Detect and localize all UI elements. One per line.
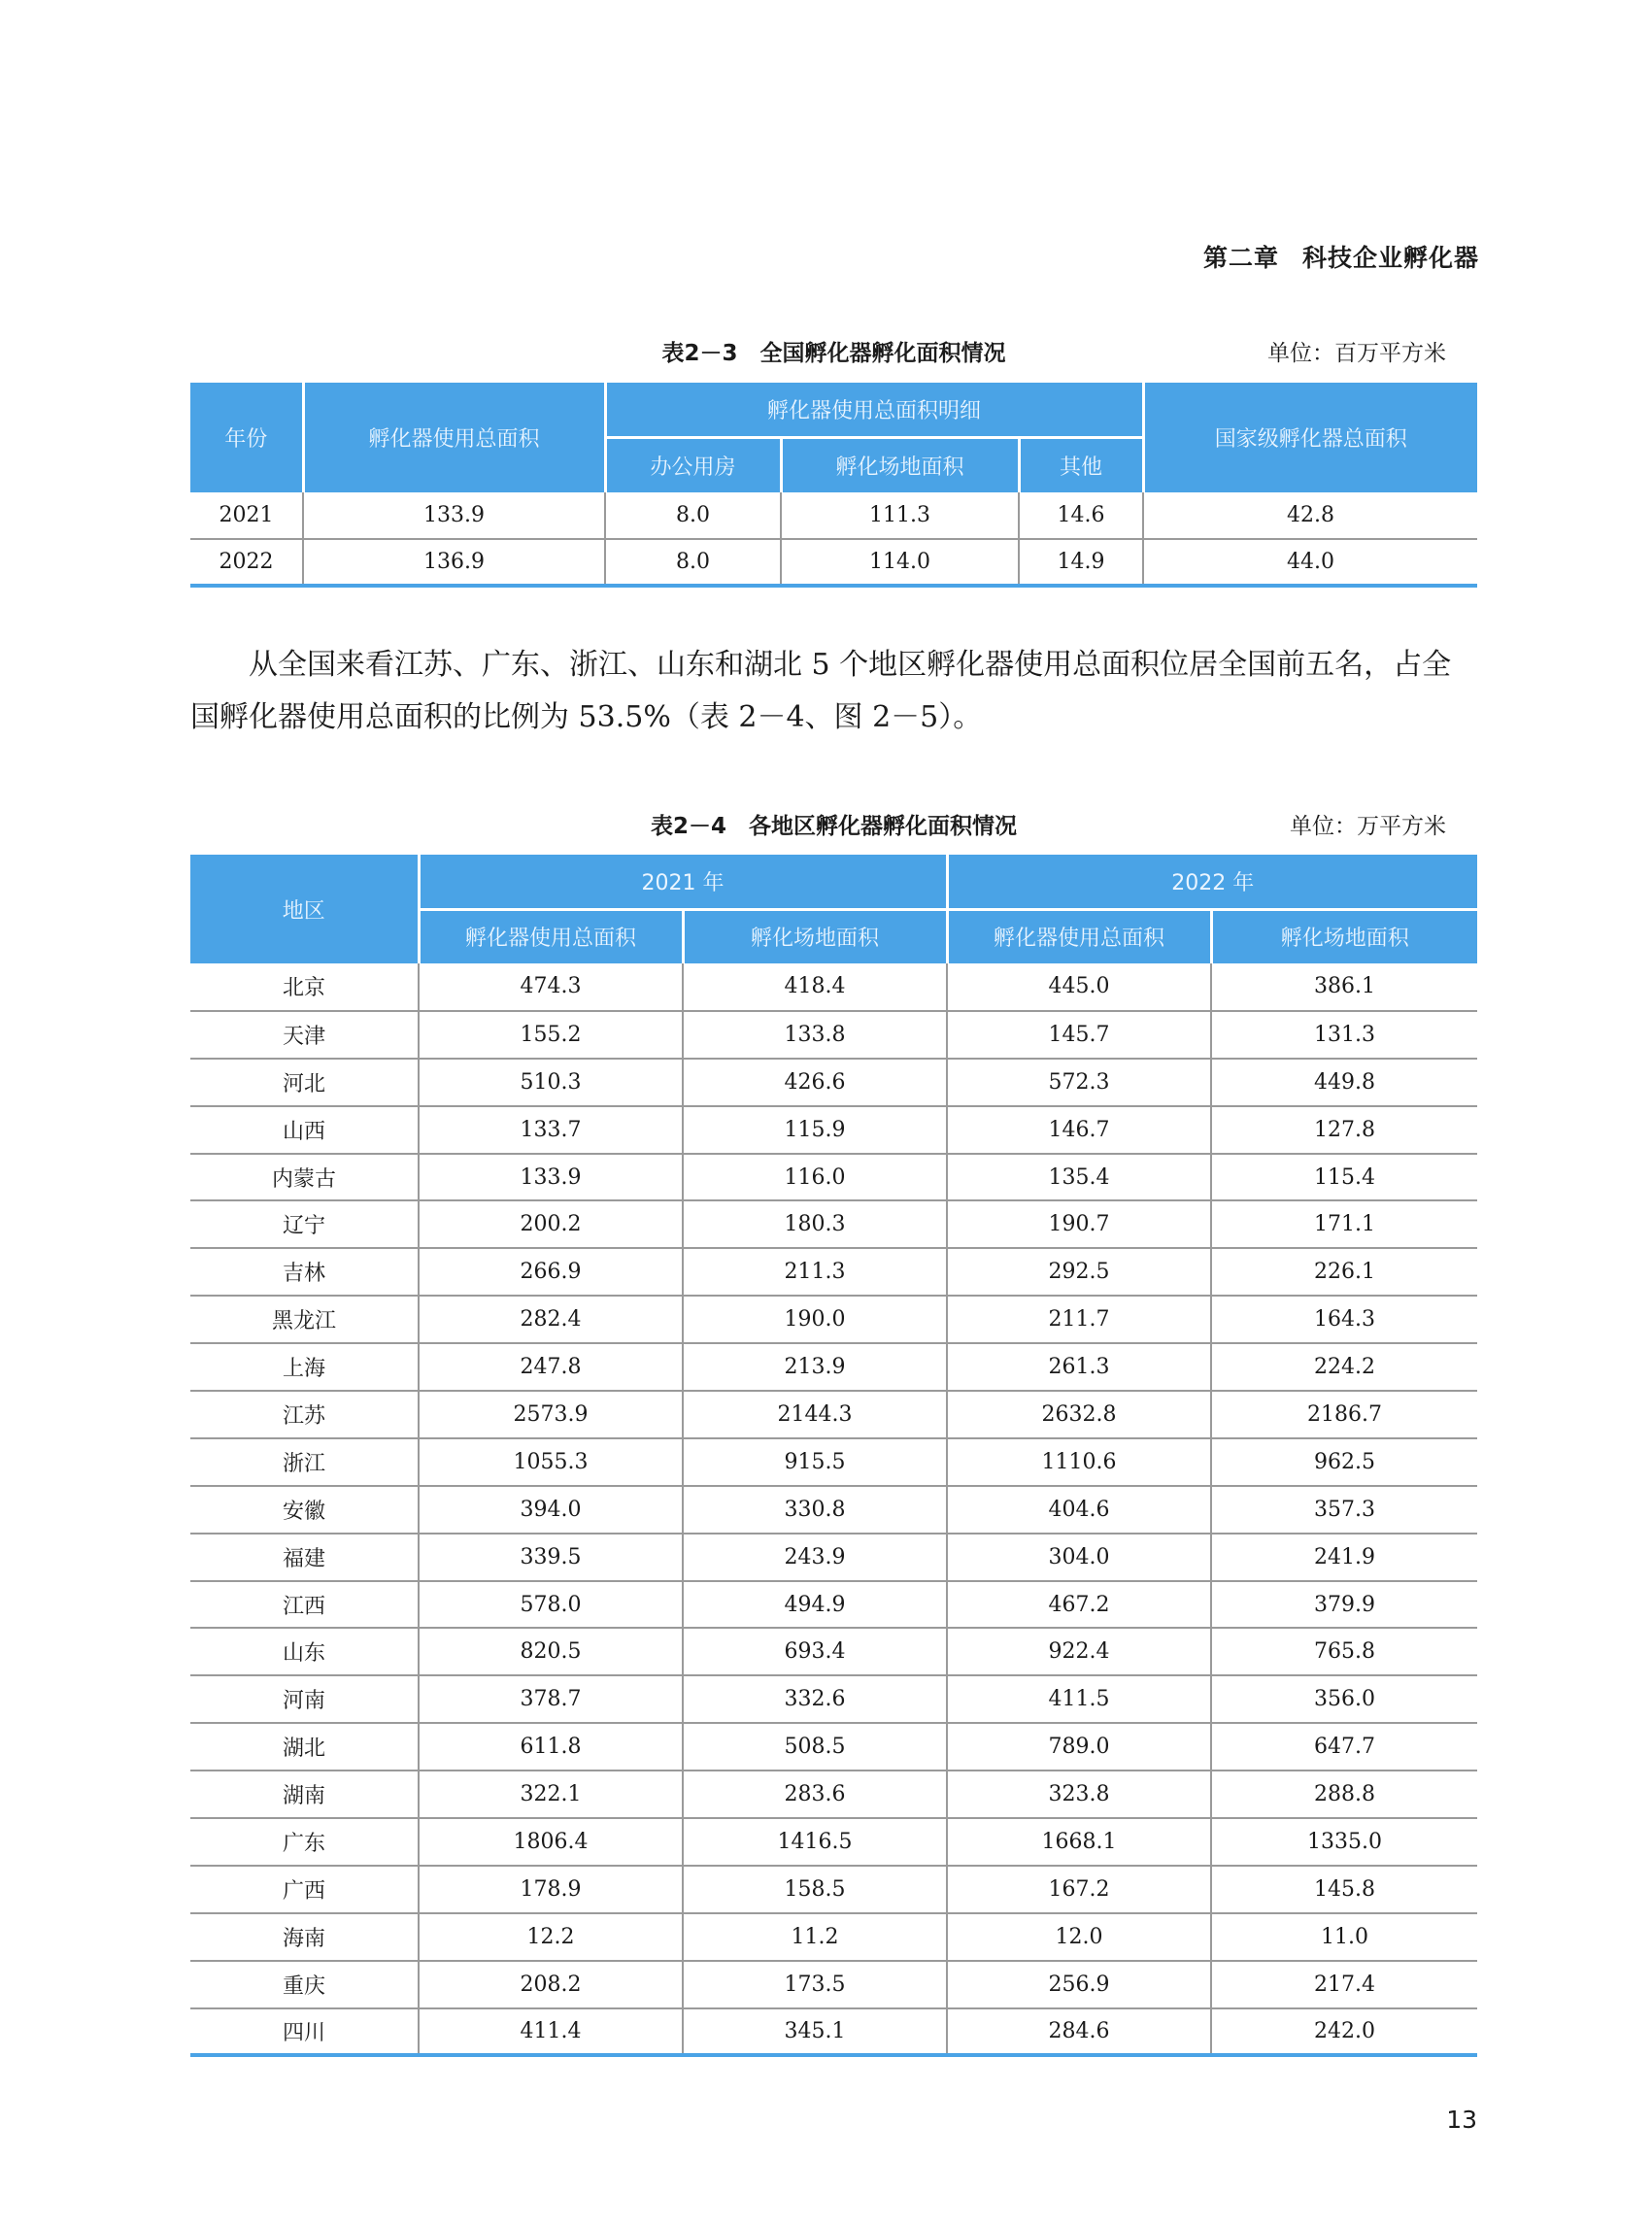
table2 — [190, 855, 1477, 2057]
table-cell: 323.8 — [947, 1771, 1211, 1818]
table-cell: 133.9 — [419, 1154, 683, 1201]
table-cell: 131.3 — [1211, 1011, 1477, 1059]
table-cell: 332.6 — [683, 1675, 947, 1723]
table-row — [190, 1343, 1477, 1391]
table-cell: 304.0 — [947, 1534, 1211, 1581]
table-cell: 426.6 — [683, 1059, 947, 1106]
table1-body — [190, 492, 1477, 586]
page-number: 13 — [1446, 2106, 1477, 2134]
table-row — [190, 1866, 1477, 1913]
table-cell: 190.7 — [947, 1200, 1211, 1248]
table-cell: 1806.4 — [419, 1818, 683, 1866]
table-cell: 145.7 — [947, 1011, 1211, 1059]
table2-header-2022: 2022 年 — [947, 855, 1477, 909]
table-cell: 2186.7 — [1211, 1391, 1477, 1438]
table2-header-region: 地区 — [190, 855, 419, 963]
table-cell: 42.8 — [1143, 492, 1477, 539]
table-cell: 湖南 — [190, 1771, 419, 1818]
table-cell: 693.4 — [683, 1628, 947, 1675]
table-cell: 133.7 — [419, 1106, 683, 1154]
table-row — [190, 1438, 1477, 1486]
table-cell: 411.5 — [947, 1675, 1211, 1723]
table2-header-site-2021: 孵化场地面积 — [683, 909, 947, 963]
table-cell: 330.8 — [683, 1486, 947, 1534]
table-cell: 8.0 — [605, 492, 781, 539]
table-row — [190, 1675, 1477, 1723]
table-cell: 765.8 — [1211, 1628, 1477, 1675]
table-cell: 292.5 — [947, 1248, 1211, 1296]
table-cell: 黑龙江 — [190, 1296, 419, 1343]
table-cell: 282.4 — [419, 1296, 683, 1343]
table-cell: 356.0 — [1211, 1675, 1477, 1723]
table1-header-site: 孵化场地面积 — [781, 437, 1019, 492]
table-row — [190, 1818, 1477, 1866]
table-cell: 379.9 — [1211, 1581, 1477, 1629]
table-cell: 211.3 — [683, 1248, 947, 1296]
table-cell: 四川 — [190, 2008, 419, 2056]
table-row — [190, 963, 1477, 1011]
table-cell: 322.1 — [419, 1771, 683, 1818]
table1-title: 表2－3 全国孵化器孵化面积情况 — [661, 341, 1006, 366]
table-row — [190, 1628, 1477, 1675]
table-cell: 243.9 — [683, 1534, 947, 1581]
section-label: 科技企业孵化器 — [1301, 244, 1479, 272]
table-cell: 508.5 — [683, 1723, 947, 1771]
table-cell: 14.9 — [1019, 539, 1143, 586]
table-cell: 789.0 — [947, 1723, 1211, 1771]
table-cell: 164.3 — [1211, 1296, 1477, 1343]
table-cell: 136.9 — [303, 539, 605, 586]
table-cell: 418.4 — [683, 963, 947, 1011]
table2-title: 表2－4 各地区孵化器孵化面积情况 — [650, 814, 1017, 839]
table-row — [190, 1723, 1477, 1771]
table-cell: 167.2 — [947, 1866, 1211, 1913]
table-cell: 133.8 — [683, 1011, 947, 1059]
table-cell: 242.0 — [1211, 2008, 1477, 2056]
running-header — [1203, 239, 1479, 274]
table-row — [190, 1296, 1477, 1343]
table-cell: 158.5 — [683, 1866, 947, 1913]
table-cell: 12.2 — [419, 1913, 683, 1961]
table-cell: 江西 — [190, 1581, 419, 1629]
table-cell: 173.5 — [683, 1961, 947, 2008]
table-cell: 山西 — [190, 1106, 419, 1154]
table-cell: 411.4 — [419, 2008, 683, 2056]
table1-header-year: 年份 — [190, 383, 303, 492]
table-cell: 288.8 — [1211, 1771, 1477, 1818]
table-cell: 111.3 — [781, 492, 1019, 539]
table-cell: 474.3 — [419, 963, 683, 1011]
table-cell: 578.0 — [419, 1581, 683, 1629]
table-cell: 510.3 — [419, 1059, 683, 1106]
table-cell: 190.0 — [683, 1296, 947, 1343]
table-cell: 200.2 — [419, 1200, 683, 1248]
table-cell: 224.2 — [1211, 1343, 1477, 1391]
table-cell: 915.5 — [683, 1438, 947, 1486]
table2-header-total-2022: 孵化器使用总面积 — [947, 909, 1211, 963]
table-cell: 494.9 — [683, 1581, 947, 1629]
table-cell: 284.6 — [947, 2008, 1211, 2056]
table-row — [190, 2008, 1477, 2056]
table-cell: 天津 — [190, 1011, 419, 1059]
table-cell: 127.8 — [1211, 1106, 1477, 1154]
table-cell: 1055.3 — [419, 1438, 683, 1486]
table-row — [190, 492, 1477, 539]
table-row — [190, 1200, 1477, 1248]
table-row — [190, 1771, 1477, 1818]
table-cell: 155.2 — [419, 1011, 683, 1059]
table-cell: 962.5 — [1211, 1438, 1477, 1486]
paragraph-line-2: 国孵化器使用总面积的比例为 53.5%（表 2－4、图 2－5）。 — [190, 700, 983, 734]
table2-header-total-2021: 孵化器使用总面积 — [419, 909, 683, 963]
table2-body — [190, 963, 1477, 2055]
table-row — [190, 1534, 1477, 1581]
table-row — [190, 1106, 1477, 1154]
table-cell: 226.1 — [1211, 1248, 1477, 1296]
table-cell: 345.1 — [683, 2008, 947, 2056]
table-cell: 339.5 — [419, 1534, 683, 1581]
table-cell: 283.6 — [683, 1771, 947, 1818]
table-cell: 1110.6 — [947, 1438, 1211, 1486]
table-cell: 404.6 — [947, 1486, 1211, 1534]
table-cell: 44.0 — [1143, 539, 1477, 586]
table1-header-total: 孵化器使用总面积 — [303, 383, 605, 492]
table2-caption — [190, 808, 1477, 843]
table-cell: 广西 — [190, 1866, 419, 1913]
table-row — [190, 1581, 1477, 1629]
table-cell: 12.0 — [947, 1913, 1211, 1961]
table-cell: 2021 — [190, 492, 303, 539]
table-cell: 11.2 — [683, 1913, 947, 1961]
table-cell: 2573.9 — [419, 1391, 683, 1438]
table-cell: 145.8 — [1211, 1866, 1477, 1913]
table-cell: 133.9 — [303, 492, 605, 539]
table-cell: 211.7 — [947, 1296, 1211, 1343]
table-cell: 357.3 — [1211, 1486, 1477, 1534]
table-cell: 江苏 — [190, 1391, 419, 1438]
table-cell: 266.9 — [419, 1248, 683, 1296]
table-cell: 378.7 — [419, 1675, 683, 1723]
table1-unit: 单位：百万平方米 — [1267, 341, 1446, 366]
table2-unit: 单位：万平方米 — [1290, 814, 1446, 839]
table-cell: 北京 — [190, 963, 419, 1011]
table2-header-site-2022: 孵化场地面积 — [1211, 909, 1477, 963]
table-cell: 247.8 — [419, 1343, 683, 1391]
chapter-label: 第二章 — [1202, 244, 1279, 272]
table-cell: 1335.0 — [1211, 1818, 1477, 1866]
table-row — [190, 1248, 1477, 1296]
table-row — [190, 1011, 1477, 1059]
table-row — [190, 1961, 1477, 2008]
table-cell: 2144.3 — [683, 1391, 947, 1438]
table1-header-national: 国家级孵化器总面积 — [1143, 383, 1477, 492]
table1 — [190, 383, 1477, 588]
table-row — [190, 1913, 1477, 1961]
table-cell: 611.8 — [419, 1723, 683, 1771]
paragraph-line-1: 从全国来看江苏、广东、浙江、山东和湖北 5 个地区孵化器使用总面积位居全国前五名，占全 — [249, 648, 1452, 682]
table-row — [190, 539, 1477, 586]
table-cell: 135.4 — [947, 1154, 1211, 1201]
table-cell: 8.0 — [605, 539, 781, 586]
table-cell: 256.9 — [947, 1961, 1211, 2008]
table-cell: 1668.1 — [947, 1818, 1211, 1866]
table-cell: 213.9 — [683, 1343, 947, 1391]
table-cell: 146.7 — [947, 1106, 1211, 1154]
table-cell: 1416.5 — [683, 1818, 947, 1866]
table1-header-row — [190, 383, 1477, 437]
table-cell: 安徽 — [190, 1486, 419, 1534]
table-cell: 241.9 — [1211, 1534, 1477, 1581]
table1-header-other: 其他 — [1019, 437, 1143, 492]
table-cell: 河南 — [190, 1675, 419, 1723]
table-cell: 重庆 — [190, 1961, 419, 2008]
table-cell: 820.5 — [419, 1628, 683, 1675]
table-cell: 394.0 — [419, 1486, 683, 1534]
table-cell: 922.4 — [947, 1628, 1211, 1675]
table1-header-detail: 孵化器使用总面积明细 — [605, 383, 1143, 437]
table-row — [190, 1059, 1477, 1106]
table-cell: 广东 — [190, 1818, 419, 1866]
table-row — [190, 1154, 1477, 1201]
table-cell: 福建 — [190, 1534, 419, 1581]
table-cell: 吉林 — [190, 1248, 419, 1296]
table-cell: 116.0 — [683, 1154, 947, 1201]
table-cell: 11.0 — [1211, 1913, 1477, 1961]
table-cell: 2632.8 — [947, 1391, 1211, 1438]
table-cell: 湖北 — [190, 1723, 419, 1771]
table-cell: 647.7 — [1211, 1723, 1477, 1771]
table-row — [190, 1486, 1477, 1534]
table-cell: 海南 — [190, 1913, 419, 1961]
table-cell: 辽宁 — [190, 1200, 419, 1248]
table-cell: 山东 — [190, 1628, 419, 1675]
table2-header-2021: 2021 年 — [419, 855, 947, 909]
table-cell: 171.1 — [1211, 1200, 1477, 1248]
table-cell: 572.3 — [947, 1059, 1211, 1106]
table-cell: 河北 — [190, 1059, 419, 1106]
table-cell: 449.8 — [1211, 1059, 1477, 1106]
table-cell: 386.1 — [1211, 963, 1477, 1011]
table-cell: 467.2 — [947, 1581, 1211, 1629]
body-paragraph — [190, 639, 1482, 744]
table-cell: 208.2 — [419, 1961, 683, 2008]
table-cell: 上海 — [190, 1343, 419, 1391]
table-cell: 445.0 — [947, 963, 1211, 1011]
table-cell: 14.6 — [1019, 492, 1143, 539]
table-cell: 内蒙古 — [190, 1154, 419, 1201]
table-cell: 2022 — [190, 539, 303, 586]
table-cell: 180.3 — [683, 1200, 947, 1248]
table-cell: 115.9 — [683, 1106, 947, 1154]
table-cell: 115.4 — [1211, 1154, 1477, 1201]
table-cell: 217.4 — [1211, 1961, 1477, 2008]
table-cell: 114.0 — [781, 539, 1019, 586]
table1-caption — [190, 335, 1477, 370]
table-cell: 浙江 — [190, 1438, 419, 1486]
table1-header-office: 办公用房 — [605, 437, 781, 492]
table-cell: 261.3 — [947, 1343, 1211, 1391]
table2-header-row — [190, 855, 1477, 909]
table-row — [190, 1391, 1477, 1438]
table-cell: 178.9 — [419, 1866, 683, 1913]
